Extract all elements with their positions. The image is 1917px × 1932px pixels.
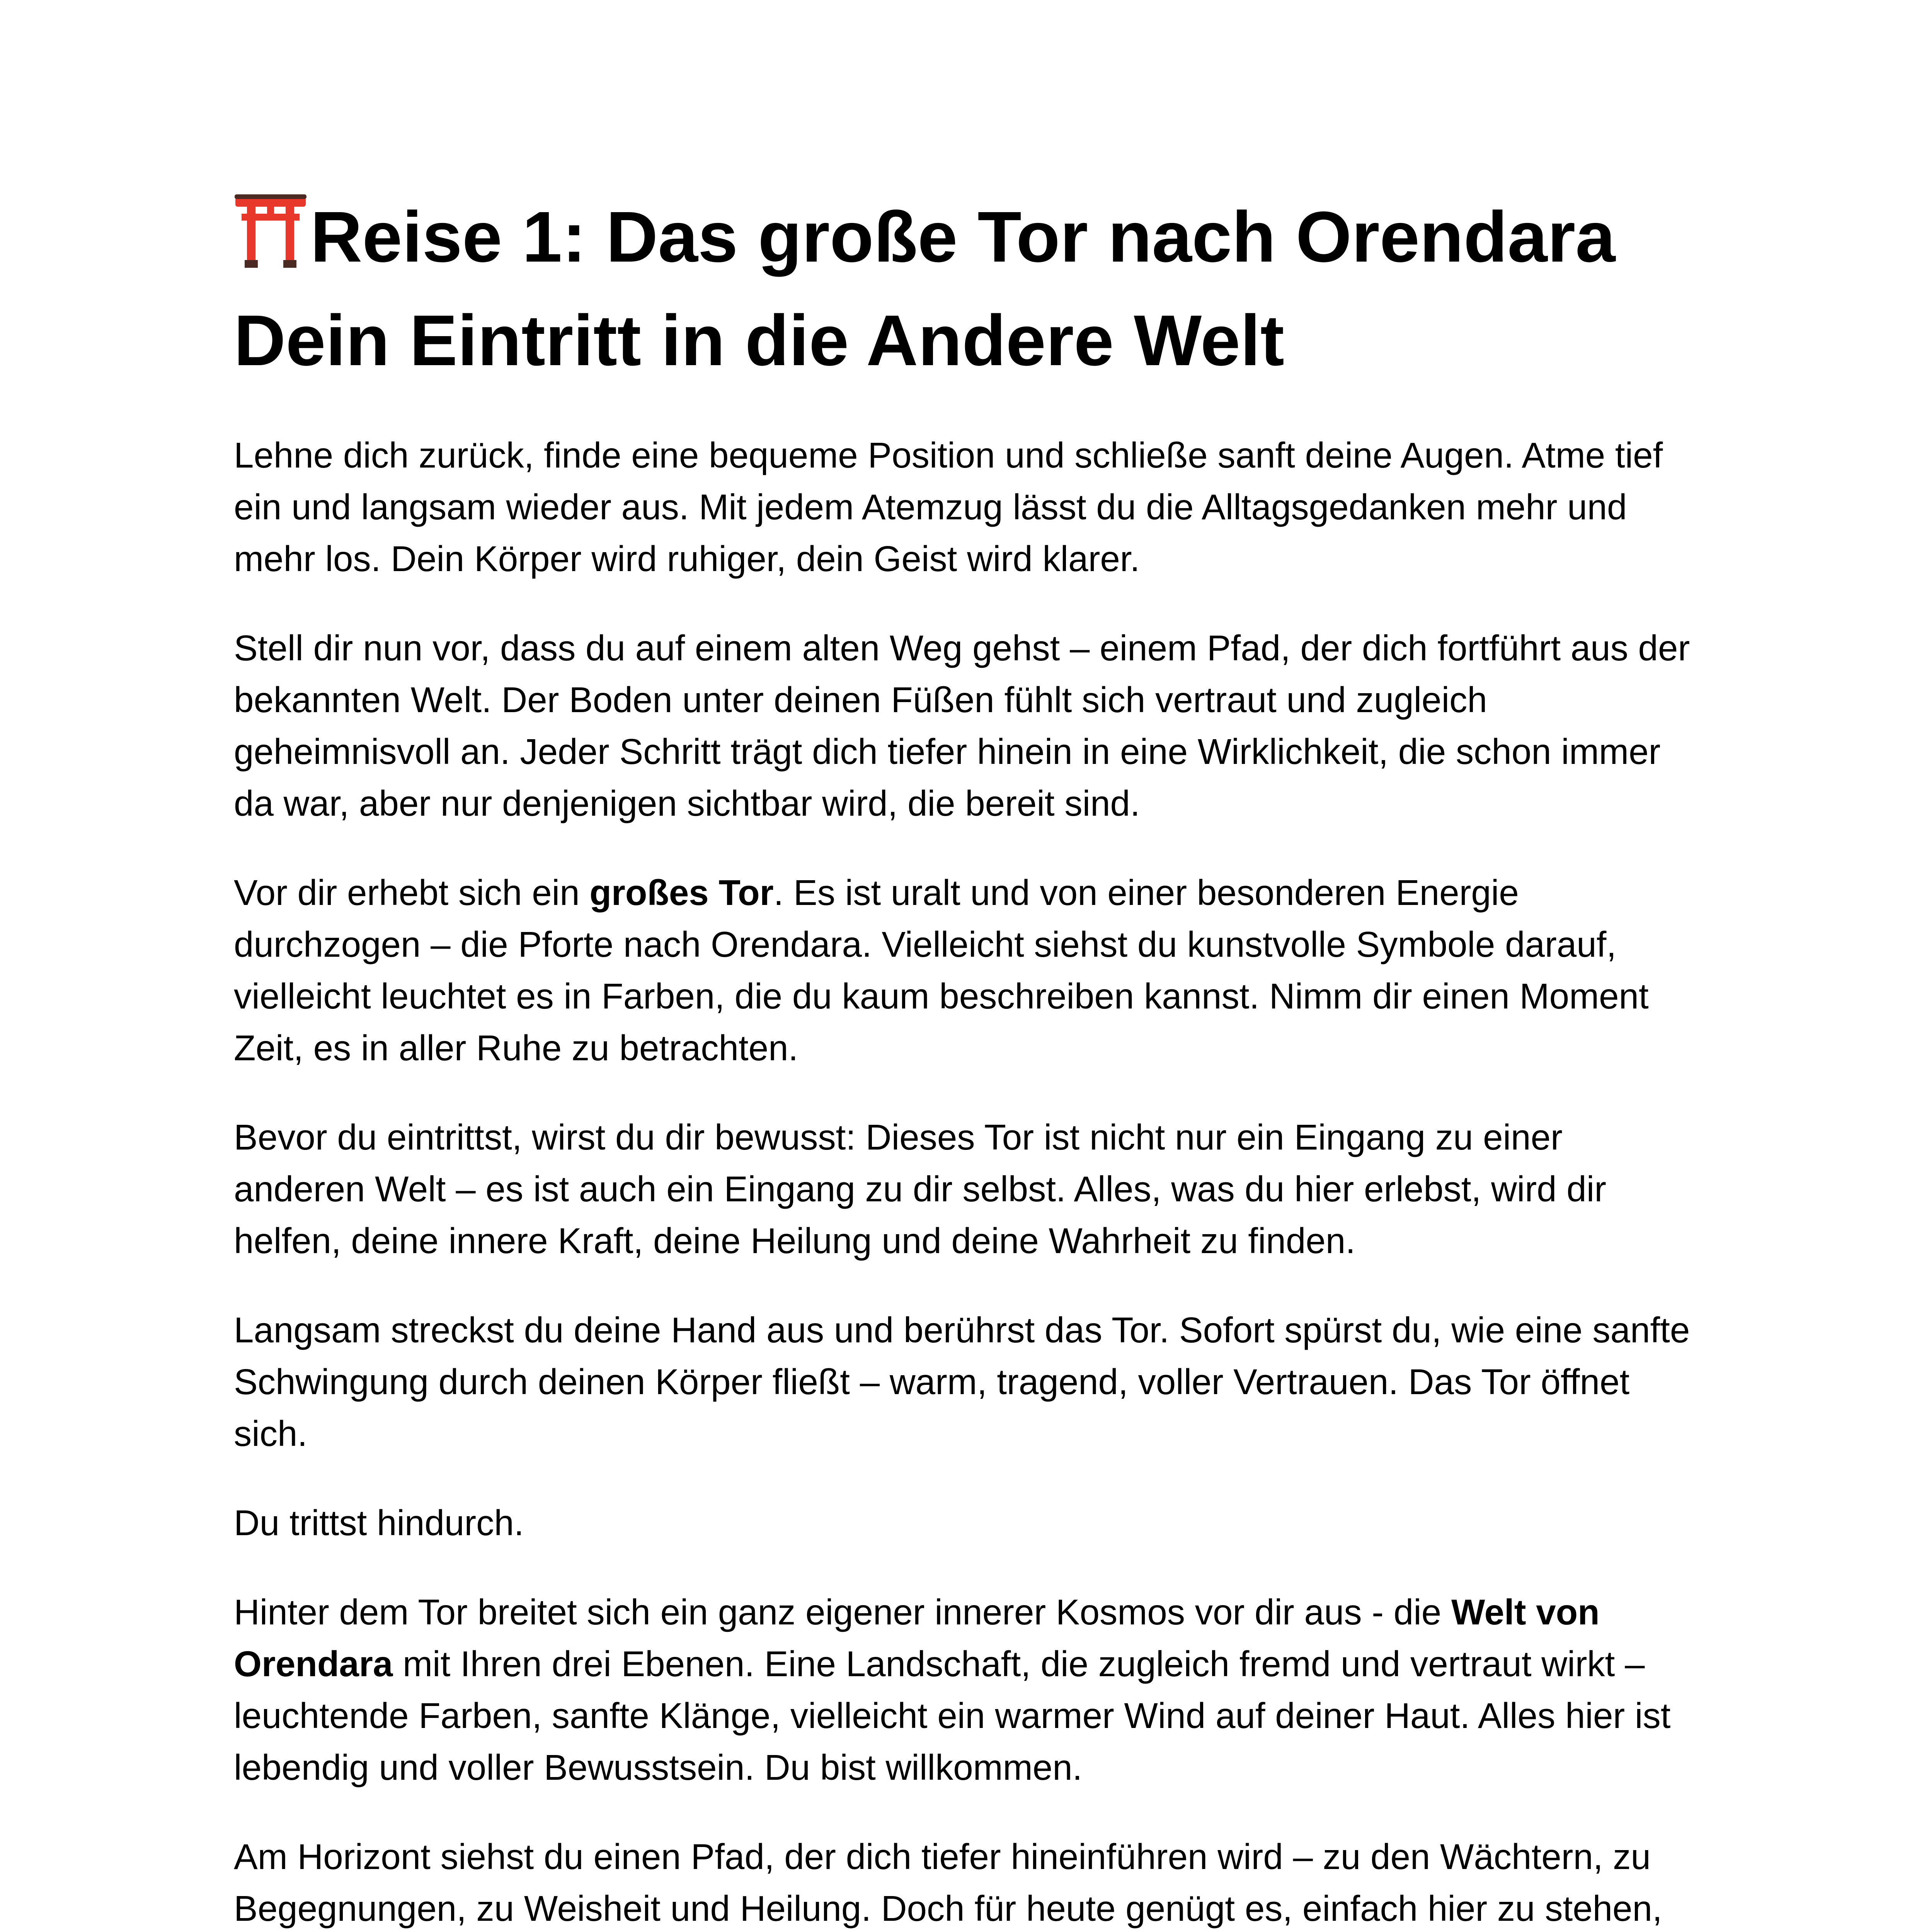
paragraph-5: Langsam streckst du deine Hand aus und berührst das Tor. Sofort spürst du, wie eine sanfte Schwingung durch deinen Körper fließt – warm, tragend, voller Vertrauen. Das Tor öffnet sich. bbox=[234, 1310, 1690, 1454]
paragraph-7-bold: Welt von Orendara bbox=[234, 1592, 1600, 1684]
paragraph-7 bbox=[234, 1586, 1702, 1793]
paragraph-2: Stell dir nun vor, dass du auf einem alten Weg gehst – einem Pfad, der dich fortführt aus der bekannten Welt. Der Boden unter deinen Füßen fühlt sich vertraut und zugleich geheimnisvoll an. Jeder Schritt trägt dich tiefer hinein in eine Wirklichkeit, die schon immer da war, aber nur denjenigen sichtbar wird, die bereit sind. bbox=[234, 628, 1690, 823]
body-text bbox=[234, 429, 1702, 1932]
title-line-2: Dein Eintritt in die Andere Welt bbox=[234, 301, 1284, 381]
title-text-1: Reise 1: Das große Tor nach Orendara bbox=[310, 197, 1616, 277]
paragraph-4: Bevor du eintrittst, wirst du dir bewusst: Dieses Tor ist nicht nur ein Eingang zu einer anderen Welt – es ist auch ein Eingang zu dir selbst. Alles, was du hier erlebst, wird dir helfen, deine innere Kraft, deine Heilung und deine Wahrheit zu finden. bbox=[234, 1117, 1607, 1261]
title-line-1 bbox=[234, 185, 1702, 289]
torii-gate-icon bbox=[234, 192, 307, 269]
paragraph-3-bold: großes Tor bbox=[589, 872, 774, 913]
paragraph-3-text-a: Vor dir erhebt sich ein bbox=[234, 872, 590, 913]
paragraph-7-text-b: mit Ihren drei Ebenen. Eine Landschaft, die zugleich fremd und vertraut wirkt – leuchtende Farben, sanfte Klänge, vielleicht ein warmer Wind auf deiner Haut. Alles hier ist lebendig und voller Bewusstsein. Du bist willkommen. bbox=[234, 1644, 1671, 1787]
paragraph-7-text-a: Hinter dem Tor breitet sich ein ganz eigener innerer Kosmos vor dir aus - die bbox=[234, 1592, 1451, 1632]
paragraph-3 bbox=[234, 867, 1702, 1074]
paragraph-1: Lehne dich zurück, finde eine bequeme Position und schließe sanft deine Augen. Atme tief ein und langsam wieder aus. Mit jedem Atemzug lässt du die Alltagsgedanken mehr und mehr los. Dein Körper wird ruhiger, dein Geist wird klarer. bbox=[234, 435, 1663, 579]
paragraph-3-text-b: . Es ist uralt und von einer besonderen Energie durchzogen – die Pforte nach Orendara. Vielleicht siehst du kunstvolle Symbole darauf, vielleicht leuchtet es in Farben, die du kaum beschreiben kannst. Nimm dir einen Moment Zeit, es in aller Ruhe zu betrachten. bbox=[234, 872, 1649, 1068]
paragraph-6: Du trittst hindurch. bbox=[234, 1503, 524, 1543]
page-title bbox=[234, 185, 1702, 393]
page-content bbox=[234, 185, 1702, 1932]
paragraph-8: Am Horizont siehst du einen Pfad, der dich tiefer hineinführen wird – zu den Wächtern, zu Begegnungen, zu Weisheit und Heilung. Doch für heute genügt es, einfach hier zu stehen, bbox=[234, 1837, 1662, 1929]
